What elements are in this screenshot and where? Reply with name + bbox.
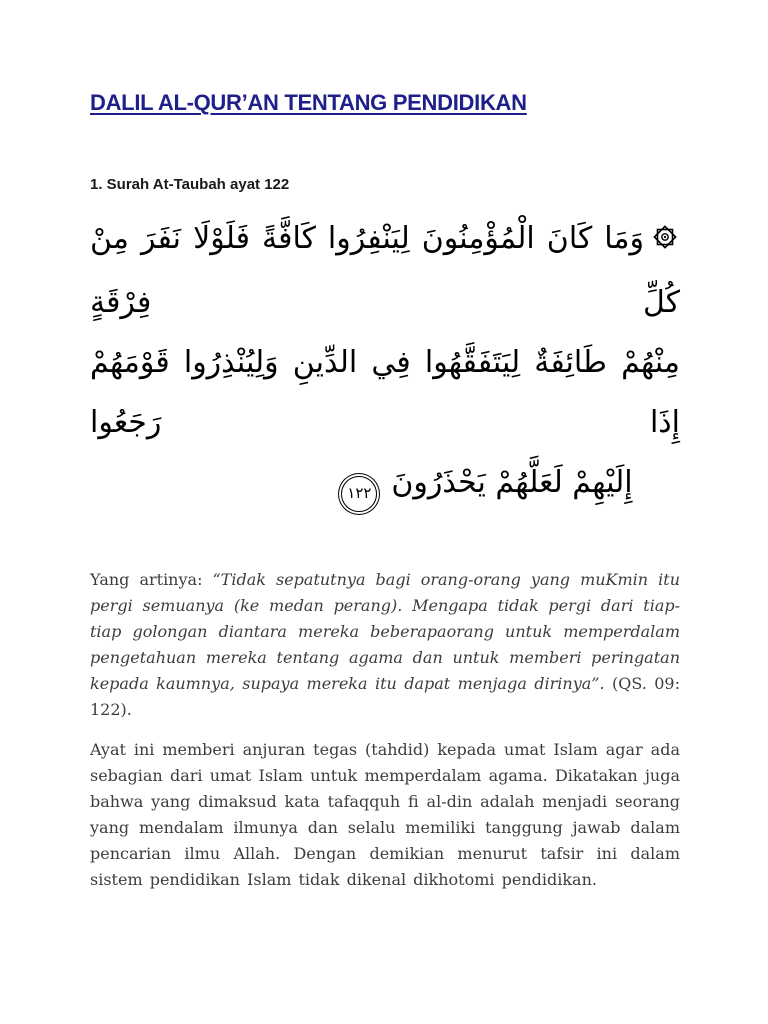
rub-el-hizb-icon [650, 213, 680, 273]
arabic-line-3 [90, 453, 680, 513]
translation-quote: “Tidak sepatutnya bagi orang-orang yang muKmin itu pergi semuanya (ke medan perang). Mengapa tidak pergi dari tiap-tiap golongan diantara mereka beberapaorang untuk memperdalam pengetahuan mereka tentang agama dan untuk memberi peringatan kepada kaumnya, supaya mereka itu dapat menjaga dirinya”. [90, 570, 680, 693]
translation-lead: Yang artinya: [90, 570, 213, 589]
section-heading: 1. Surah At-Taubah ayat 122 [90, 176, 290, 193]
page-title: DALIL AL-QUR’AN TENTANG PENDIDIKAN [90, 90, 527, 115]
arabic-text: وَمَا كَانَ الْمُؤْمِنُونَ لِيَنْفِرُوا كَافَّةً فَلَوْلَا نَفَرَ مِنْ كُلِّ فِرْقَةٍ [90, 221, 680, 320]
arabic-text: مِنْهُمْ طَائِفَةٌ لِيَتَفَقَّهُوا فِي الدِّينِ وَلِيُنْذِرُوا قَوْمَهُمْ إِذَا رَجَعُوا [90, 345, 680, 440]
quran-verse-block [90, 209, 680, 513]
verse-number-medallion: ١٢٢ [341, 476, 377, 512]
arabic-text: إِلَيْهِمْ لَعَلَّهُمْ يَحْذَرُونَ [391, 465, 633, 500]
document-content [90, 0, 680, 893]
verse-reference: (QS. 09: 122). [90, 674, 681, 719]
translation-paragraph [90, 567, 680, 723]
arabic-line-2 [90, 333, 680, 453]
arabic-line-1 [90, 209, 680, 333]
commentary-paragraph: Ayat ini memberi anjuran tegas (tahdid) kepada umat Islam agar ada sebagian dari umat Islam untuk memperdalam agama. Dikatakan juga bahwa yang dimaksud kata tafaqquh fi al-din adalah menjadi seorang yang mendalam ilmunya dan selalu memiliki tanggung jawab dalam pencarian ilmu Allah. Dengan demikian menurut tafsir ini dalam sistem pendidikan Islam tidak dikenal dikhotomi pendidikan. [90, 740, 680, 889]
